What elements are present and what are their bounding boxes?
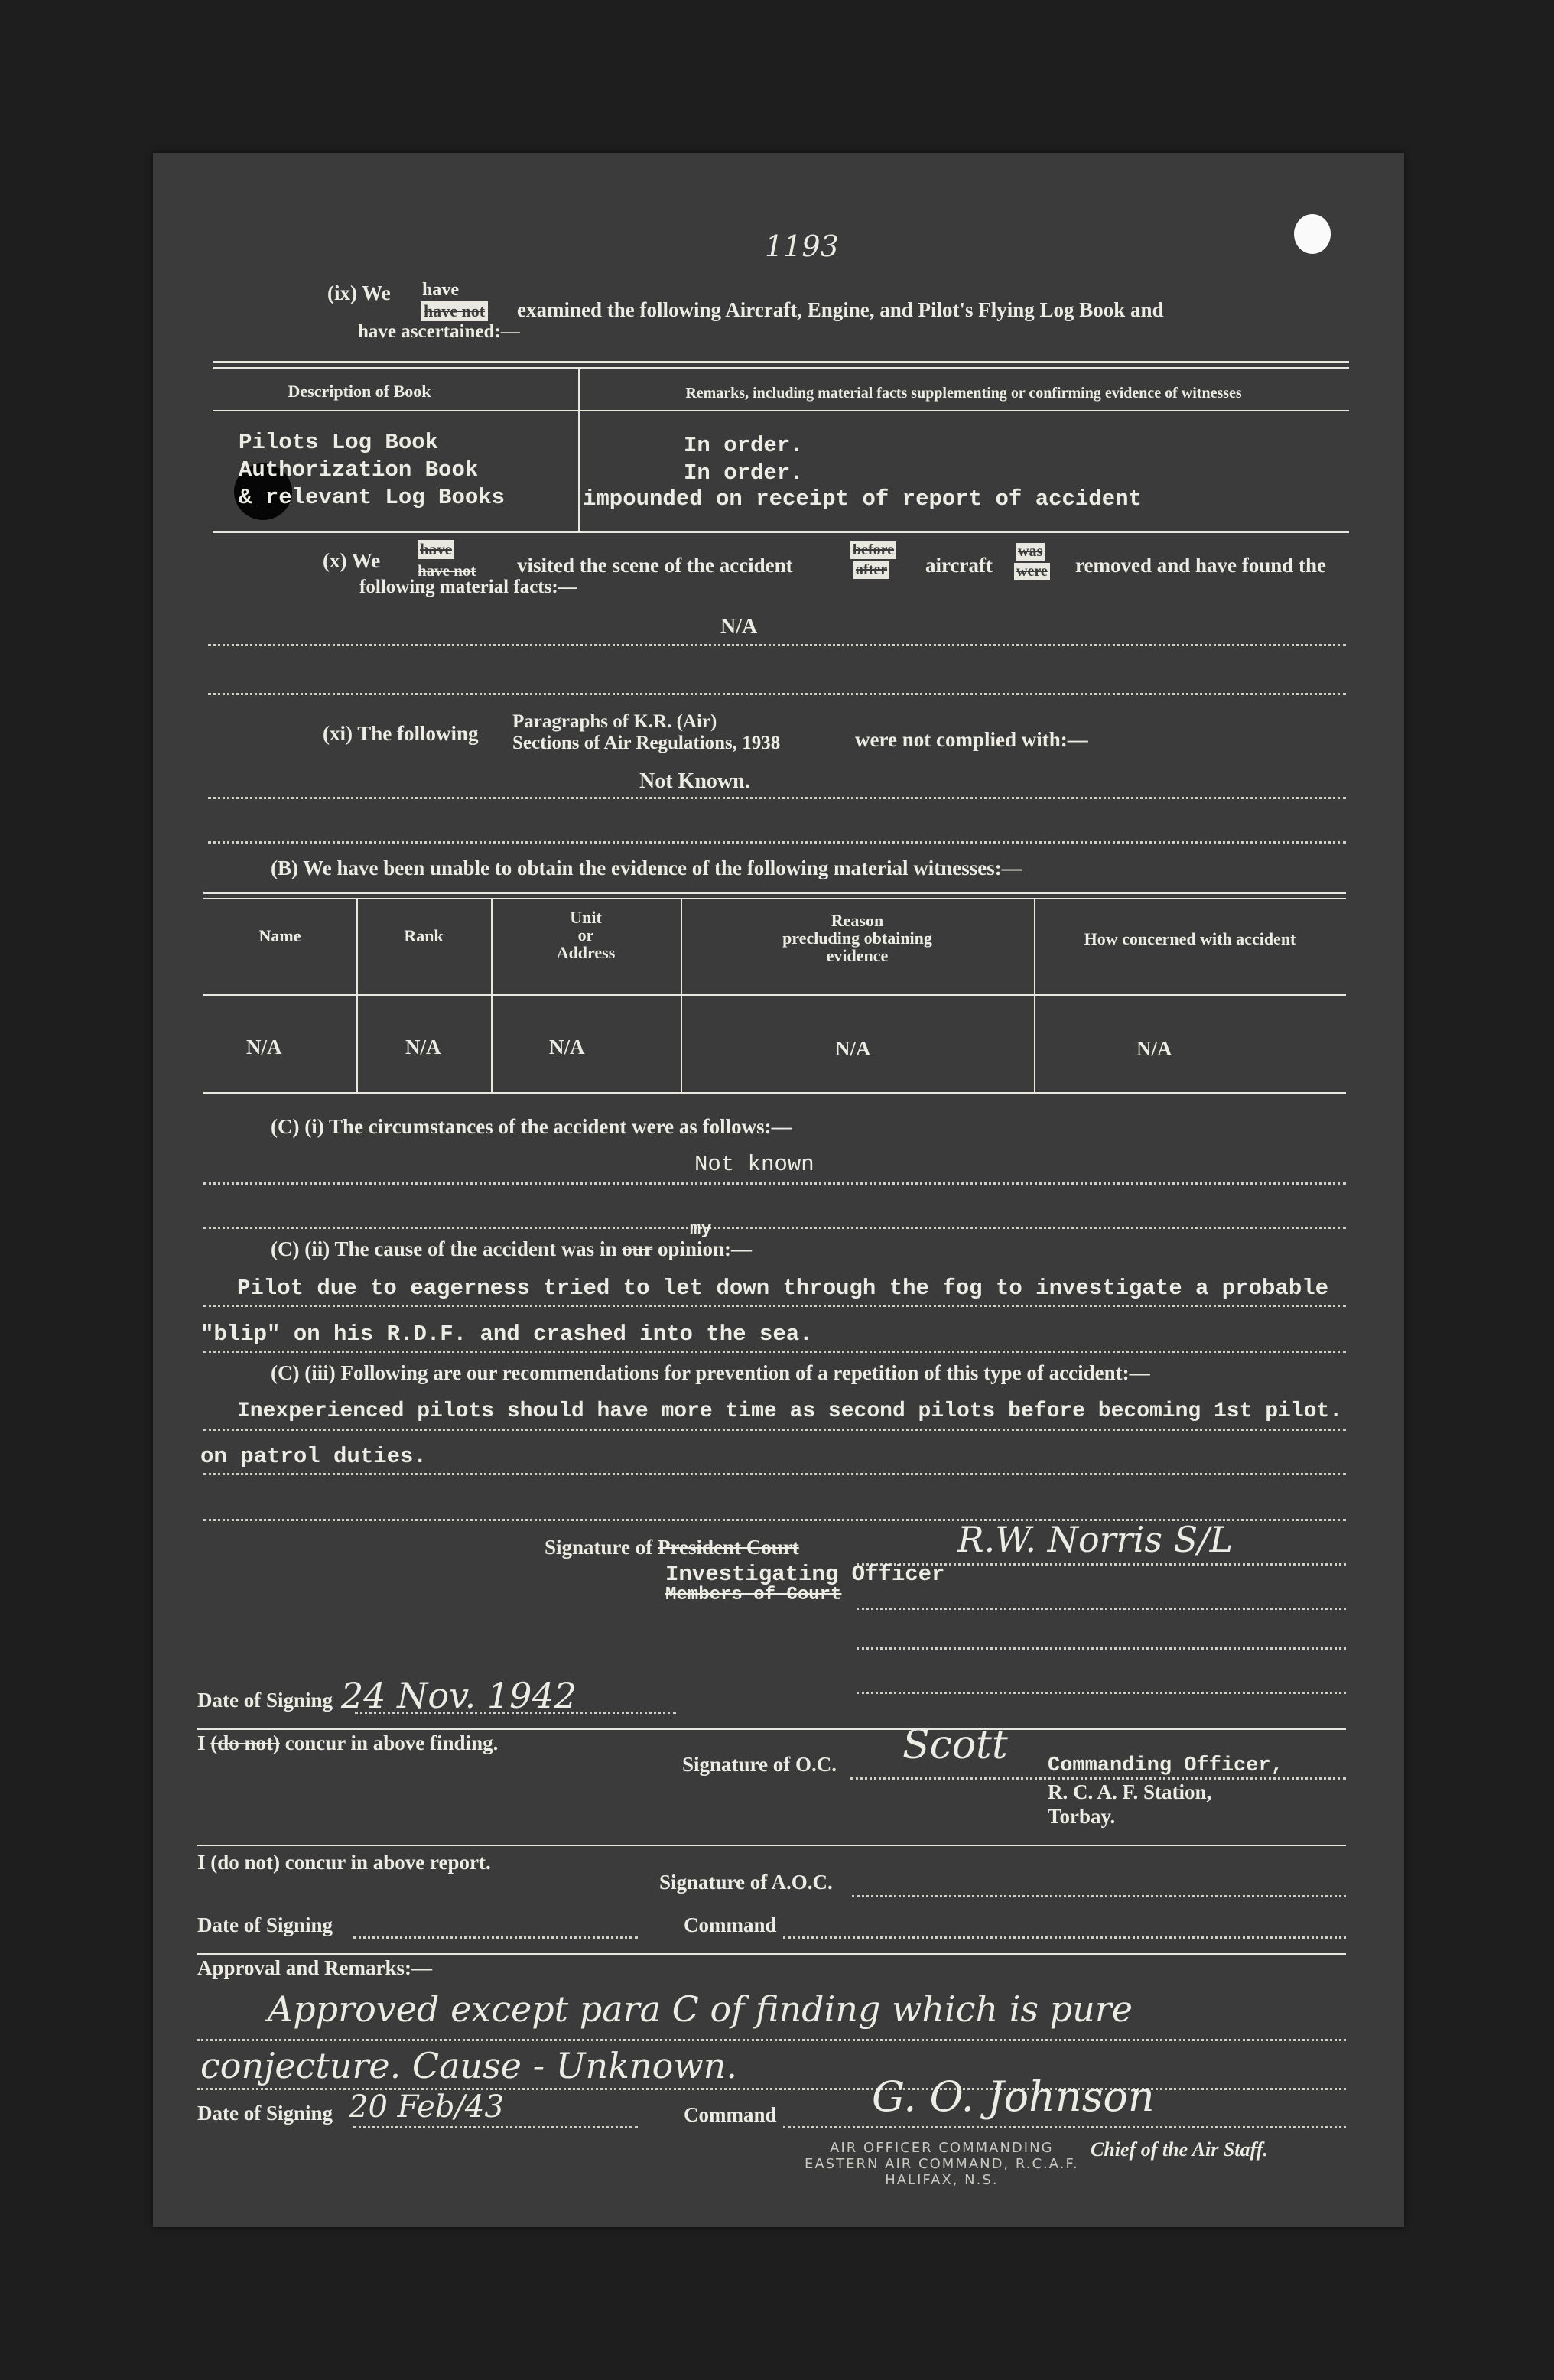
c-iii-answer-2: on patrol duties.: [200, 1444, 427, 1469]
signature-line-2: [857, 1608, 1346, 1610]
b-table-top-rule-2: [203, 898, 1346, 899]
b-header-how: How concerned with accident: [1084, 929, 1296, 948]
section-rule-1: [197, 1728, 1346, 1730]
c-i-line-2: [203, 1227, 1346, 1229]
date-signing-2-line: [353, 1936, 638, 1939]
b-text: (B) We have been unable to obtain the evidence of the following material witnesses:—: [271, 857, 1022, 879]
approval-rule-1: [197, 2039, 1346, 2041]
ix-option-have: have: [422, 280, 459, 300]
concur-1: [197, 1731, 498, 1755]
book-col-header-description: Description of Book: [288, 382, 431, 401]
b-header-unit-2: or: [577, 925, 594, 945]
signature-struck-president: President Court: [658, 1536, 799, 1559]
stamp-line-1: AIR OFFICER COMMANDING: [830, 2140, 1054, 2156]
signature-struck-members: Members of Court: [665, 1585, 842, 1605]
c-ii-inserted: my: [690, 1219, 712, 1240]
concur-1-struck: (do not): [210, 1731, 281, 1754]
ix-option-have-not: have not: [421, 301, 488, 321]
oc-signature-line: [850, 1777, 1346, 1780]
x-option-have-not: have not: [418, 561, 476, 580]
c-ii-answer-1: Pilot due to eagerness tried to let down through the fog to investigate a probable: [237, 1276, 1329, 1301]
date-signing-2-label: Date of Signing: [197, 1913, 333, 1936]
book-row-1-remark: In order.: [684, 433, 804, 458]
stamp-line-3: HALIFAX, N.S.: [885, 2172, 999, 2188]
b-header-reason-1: Reason: [831, 911, 884, 930]
book-row-1-book: Pilots Log Book: [239, 430, 439, 455]
x-answer-line-1: [208, 644, 1346, 646]
approval-label: Approval and Remarks:—: [197, 1956, 433, 1979]
book-table-header-rule: [213, 410, 1349, 411]
oc-place: Torbay.: [1048, 1805, 1116, 1828]
b-header-unit: [491, 909, 681, 961]
signature-line-4: [857, 1692, 1346, 1694]
signature-officer-title: Investigating Officer: [665, 1562, 945, 1587]
command-2-label: Command: [684, 2103, 777, 2126]
date-signing-1-label: Date of Signing: [197, 1689, 333, 1712]
b-header-unit-3: Address: [556, 943, 616, 963]
x-answer: N/A: [720, 615, 758, 639]
aoc-signature-label: Signature of A.O.C.: [659, 1871, 833, 1894]
x-option-before: before: [850, 541, 896, 559]
book-row-2-book: Authorization Book: [239, 457, 479, 483]
b-row-how: N/A: [1136, 1037, 1172, 1060]
c-ii-line-1: [203, 1305, 1346, 1307]
xi-option-2: Sections of Air Regulations, 1938: [512, 733, 781, 753]
command-2-line: [783, 2126, 1346, 2128]
xi-answer-line-1: [208, 797, 1346, 799]
book-row-2-remark: In order.: [684, 460, 804, 486]
c-ii-answer-2: "blip" on his R.D.F. and crashed into the sea.: [200, 1322, 813, 1347]
c-ii-struck: our: [622, 1237, 653, 1260]
approval-line-2: conjecture. Cause - Unknown.: [200, 2045, 737, 2086]
concur-1-text-b: concur in above finding.: [284, 1731, 499, 1754]
c-iii-line-1: [203, 1429, 1346, 1431]
x-option-were: were: [1014, 563, 1050, 580]
x-text2: following material facts:—: [359, 577, 577, 597]
b-table-top-rule: [203, 892, 1346, 894]
b-header-name: Name: [258, 926, 301, 945]
ix-line: [327, 281, 391, 305]
date-signing-3-label: Date of Signing: [197, 2102, 333, 2125]
section-rule-3: [197, 1953, 1346, 1955]
stamp-line-2: EASTERN AIR COMMAND, R.C.A.F.: [805, 2156, 1079, 2172]
ix-number: (ix): [327, 281, 357, 304]
chief-air-staff: Chief of the Air Staff.: [1091, 2138, 1268, 2161]
b-table-header-rule: [203, 994, 1346, 996]
date-signing-1-value: 24 Nov. 1942: [341, 1675, 577, 1716]
b-col-divider-4: [1034, 899, 1035, 1092]
xi-option-1: Paragraphs of K.R. (Air): [512, 711, 717, 732]
signature-label-text: Signature of: [545, 1536, 653, 1559]
x-we: We: [351, 549, 381, 572]
b-row-reason: N/A: [835, 1037, 871, 1060]
xi-text-b: were not complied with:—: [855, 728, 1088, 751]
c-ii-line: [271, 1237, 752, 1261]
date-signing-3-value: 20 Feb/43: [349, 2089, 504, 2125]
c-iii-text: (C) (iii) Following are our recommendations for prevention of a repetition of this type of accident:—: [271, 1361, 1150, 1384]
xi-answer-line-2: [208, 841, 1346, 844]
approval-line-1: Approved except para C of finding which is pure: [268, 1988, 1133, 2030]
book-row-3-book: & relevant Log Books: [239, 485, 506, 510]
oc-signature: Scott: [902, 1722, 1008, 1768]
oc-title: Commanding Officer,: [1048, 1754, 1283, 1777]
c-ii-text-a: (C) (ii) The cause of the accident was in: [271, 1237, 617, 1260]
c-i-line-1: [203, 1182, 1346, 1185]
book-table-top-rule-2: [213, 367, 1349, 369]
top-mark: 1193: [765, 229, 839, 263]
section-rule-2: [197, 1845, 1346, 1846]
b-header-reason-3: evidence: [826, 946, 889, 966]
x-answer-line-2: [208, 693, 1346, 695]
concur-2: I (do not) concur in above report.: [197, 1851, 491, 1874]
b-header-reason-2: precluding obtaining: [782, 928, 932, 948]
x-option-have: have: [418, 540, 454, 559]
command-2-signature: G. O. Johnson: [872, 2073, 1155, 2121]
c-i-text: (C) (i) The circumstances of the accident were as follows:—: [271, 1115, 792, 1138]
c-iii-line-2: [203, 1473, 1346, 1475]
x-text-b: aircraft: [925, 554, 993, 577]
c-i-answer: Not known: [694, 1152, 814, 1177]
b-row-rank: N/A: [405, 1036, 441, 1058]
xi-label: The following: [357, 722, 479, 745]
concur-1-text-a: I: [197, 1731, 206, 1754]
book-row-3-remark: impounded on receipt of report of accident: [583, 486, 1142, 512]
ix-text2: have ascertained:—: [358, 321, 520, 342]
x-text-c: removed and have found the: [1075, 554, 1327, 577]
c-ii-line-2: [203, 1351, 1346, 1353]
book-table-bottom-rule: [213, 531, 1349, 533]
b-header-reason: [681, 912, 1034, 964]
date-signing-1-line: [355, 1712, 676, 1714]
x-text-a: visited the scene of the accident: [517, 554, 793, 577]
b-row-unit: N/A: [549, 1036, 585, 1058]
xi-text-a: [323, 722, 479, 746]
command-1-line: [783, 1936, 1346, 1939]
book-table-top-rule: [213, 361, 1349, 363]
ix-we: We: [362, 281, 391, 304]
xi-number: (xi): [323, 722, 353, 745]
b-row-name: N/A: [246, 1036, 282, 1058]
signature-investigating-officer: R.W. Norris S/L: [957, 1519, 1234, 1560]
x-number-label: (x): [323, 549, 347, 572]
punch-hole-top-right: [1294, 214, 1331, 254]
oc-signature-label: Signature of O.C.: [682, 1753, 837, 1776]
b-header-rank: Rank: [404, 926, 444, 945]
c-iii-answer-1: Inexperienced pilots should have more time as second pilots before becoming 1st pilot.: [237, 1400, 1343, 1423]
ix-text: examined the following Aircraft, Engine, and Pilot's Flying Log Book and: [517, 298, 1164, 321]
book-col-header-remarks: Remarks, including material facts supplementing or confirming evidence of witnesses: [685, 385, 1242, 402]
xi-answer: Not Known.: [639, 769, 750, 793]
command-1-label: Command: [684, 1913, 777, 1936]
b-table-bottom-rule: [203, 1092, 1346, 1094]
signature-line-3: [857, 1647, 1346, 1650]
b-header-unit-1: Unit: [570, 908, 602, 927]
document-sheet: [153, 153, 1404, 2227]
oc-station: R. C. A. F. Station,: [1048, 1780, 1212, 1803]
official-stamp: [805, 2140, 1079, 2188]
x-number: [323, 549, 380, 573]
c-ii-text-b: opinion:—: [657, 1237, 753, 1260]
x-option-was: was: [1016, 543, 1045, 561]
signature-label: [545, 1536, 799, 1559]
date-signing-3-line: [353, 2126, 638, 2128]
x-option-after: after: [853, 561, 889, 579]
aoc-signature-line: [852, 1895, 1346, 1897]
book-table-divider: [578, 369, 580, 532]
